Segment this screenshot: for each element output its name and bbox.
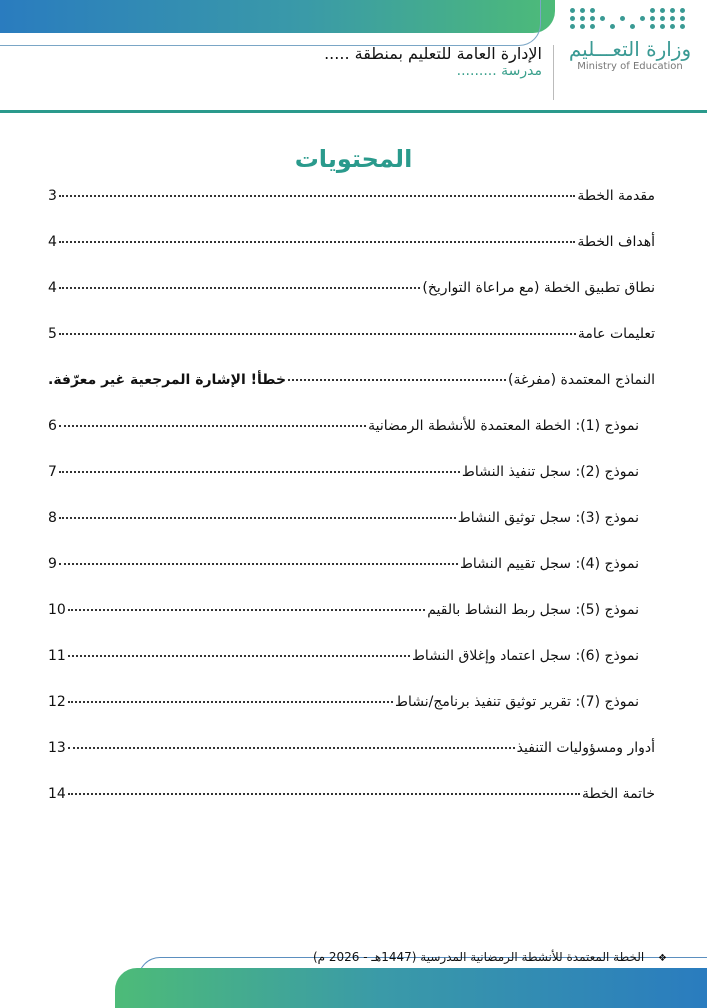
header-divider — [553, 45, 554, 100]
toc-entry[interactable] — [48, 786, 655, 832]
table-of-contents — [48, 188, 655, 832]
logo-dot — [570, 16, 575, 21]
toc-entry-title: نموذج (7): تقرير توثيق تنفيذ برنامج/نشاط — [395, 694, 639, 710]
dot-leader — [59, 241, 575, 243]
footer-text — [313, 950, 667, 964]
logo-dot — [660, 24, 665, 29]
logo-dot — [670, 24, 675, 29]
toc-entry[interactable] — [48, 234, 655, 280]
toc-entry[interactable] — [48, 280, 655, 326]
logo-dot — [590, 16, 595, 21]
logo-dot — [590, 24, 595, 29]
toc-page-number: 7 — [48, 464, 57, 480]
toc-page-number: 4 — [48, 280, 57, 296]
footer-gradient-bar — [115, 968, 707, 1008]
toc-entry[interactable] — [48, 648, 655, 694]
toc-entry-title: أدوار ومسؤوليات التنفيذ — [516, 740, 655, 756]
logo-dot — [570, 24, 575, 29]
bullet-icon: ❖ — [658, 953, 667, 964]
school-name: مدرسة ......... — [456, 63, 542, 79]
toc-entry[interactable] — [48, 602, 655, 648]
toc-entry[interactable] — [48, 372, 655, 418]
logo-dot — [580, 16, 585, 21]
toc-page-number: 14 — [48, 786, 66, 802]
dot-leader — [68, 747, 515, 749]
toc-entry-title: نموذج (2): سجل تنفيذ النشاط — [461, 464, 639, 480]
logo-dot — [670, 16, 675, 21]
logo-dot — [650, 16, 655, 21]
logo-dot — [680, 16, 685, 21]
logo-dot — [640, 16, 645, 21]
dot-leader — [59, 425, 366, 427]
toc-entry-title: خاتمة الخطة — [581, 786, 655, 802]
toc-page-number: 5 — [48, 326, 57, 342]
logo-dot — [650, 24, 655, 29]
toc-page-number: 10 — [48, 602, 66, 618]
page-title: المحتويات — [294, 145, 413, 173]
logo-dot — [580, 24, 585, 29]
logo-dot — [630, 24, 635, 29]
logo-dot — [620, 16, 625, 21]
header-text — [324, 44, 542, 79]
logo-dots-icon — [570, 8, 695, 29]
toc-page-number: 8 — [48, 510, 57, 526]
dot-leader — [59, 517, 456, 519]
dot-leader — [59, 471, 460, 473]
logo-dot — [570, 8, 575, 13]
toc-entry-title: أهداف الخطة — [577, 234, 655, 250]
dot-leader — [68, 701, 393, 703]
toc-entry[interactable] — [48, 418, 655, 464]
toc-page-number: 6 — [48, 418, 57, 434]
logo-dot — [600, 16, 605, 21]
toc-page-number: 4 — [48, 234, 57, 250]
dot-leader — [59, 563, 458, 565]
toc-entry[interactable] — [48, 510, 655, 556]
toc-page-number: 12 — [48, 694, 66, 710]
logo-dot — [660, 16, 665, 21]
toc-entry-title: نموذج (5): سجل ربط النشاط بالقيم — [427, 602, 639, 618]
logo-dot — [590, 8, 595, 13]
toc-entry-title: نموذج (4): سجل تقييم النشاط — [459, 556, 639, 572]
header-curve-line — [0, 0, 541, 46]
toc-entry-title: نموذج (6): سجل اعتماد وإغلاق النشاط — [411, 648, 639, 664]
toc-page-number: 11 — [48, 648, 66, 664]
toc-entry[interactable] — [48, 740, 655, 786]
logo-dot — [670, 8, 675, 13]
toc-entry-title: نموذج (3): سجل توثيق النشاط — [457, 510, 639, 526]
toc-entry[interactable] — [48, 188, 655, 234]
toc-entry-title: النماذج المعتمدة (مفرغة) — [508, 372, 655, 388]
toc-page-number: 13 — [48, 740, 66, 756]
toc-page-number: خطأ! الإشارة المرجعية غير معرّفة. — [48, 372, 287, 388]
dot-leader — [68, 793, 580, 795]
dot-leader — [59, 287, 420, 289]
toc-entry-title: تعليمات عامة — [577, 326, 655, 342]
dot-leader — [59, 195, 576, 197]
logo-arabic: وزارة التعـــليم — [568, 37, 692, 61]
toc-entry[interactable] — [48, 464, 655, 510]
toc-entry[interactable] — [48, 556, 655, 602]
logo-dot — [610, 24, 615, 29]
header-rule — [0, 110, 707, 113]
ministry-logo — [565, 8, 695, 72]
logo-dot — [680, 24, 685, 29]
logo-dot — [580, 8, 585, 13]
dot-leader — [59, 333, 576, 335]
toc-entry-title: مقدمة الخطة — [577, 188, 655, 204]
toc-entry-title: نموذج (1): الخطة المعتمدة للأنشطة الرمضانية — [368, 418, 639, 434]
footer-title: الخطة المعتمدة للأنشطة الرمضانية المدرسية (1447هـ - 2026 م) — [312, 950, 645, 964]
toc-entry-title: نطاق تطبيق الخطة (مع مراعاة التواريخ) — [422, 280, 655, 296]
toc-entry[interactable] — [48, 326, 655, 372]
logo-dot — [660, 8, 665, 13]
toc-entry[interactable] — [48, 694, 655, 740]
dot-leader — [68, 655, 410, 657]
toc-page-number: 9 — [48, 556, 57, 572]
logo-dot — [680, 8, 685, 13]
directorate-name: الإدارة العامة للتعليم بمنطقة ..... — [324, 44, 542, 63]
logo-dot — [650, 8, 655, 13]
toc-page-number: 3 — [48, 188, 57, 204]
dot-leader — [288, 379, 506, 381]
logo-english: Ministry of Education — [577, 61, 683, 72]
dot-leader — [68, 609, 425, 611]
